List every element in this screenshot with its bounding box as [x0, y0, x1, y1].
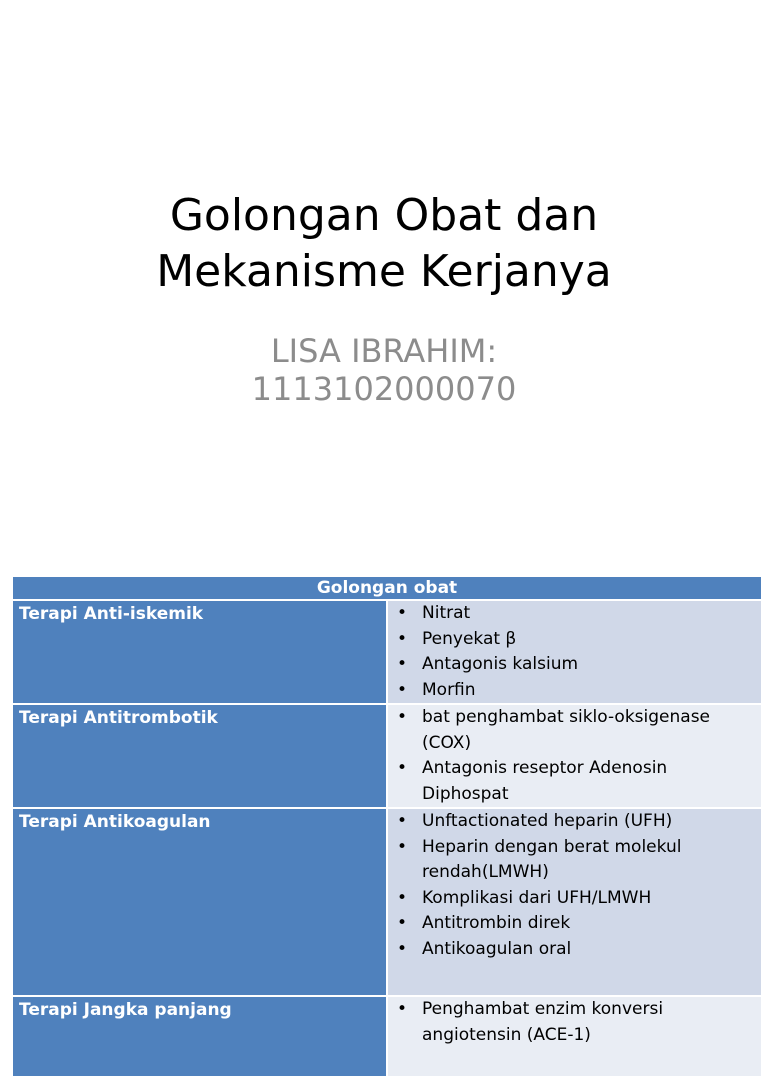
bullet-icon: •: [396, 707, 408, 727]
drug-class-table-container: [13, 577, 761, 1045]
bullet-icon: •: [396, 887, 408, 908]
list-item-text: Penghambat enzim konversi angiotensin (ACE-1): [422, 999, 664, 1045]
list-item-text: Antitrombin direk: [422, 913, 571, 933]
bullet-icon: •: [396, 603, 408, 623]
row-category: Terapi Antikoagulan: [13, 808, 387, 996]
list-item: [394, 756, 757, 807]
slide-title: [0, 188, 768, 300]
list-item-text: Antikoagulan oral: [422, 938, 572, 959]
list-item-text: Antagonis reseptor Adenosin Diphospat: [422, 758, 668, 804]
slide-subtitle-line-1: LISA IBRAHIM:: [270, 332, 498, 370]
bullet-icon: •: [396, 628, 408, 649]
list-item-text: Unftactionated heparin (UFH): [422, 811, 673, 831]
bullet-icon: •: [396, 758, 408, 778]
list-item: [394, 886, 757, 912]
slide-subtitle: [0, 332, 768, 408]
drug-class-table: [13, 577, 761, 1076]
bullet-icon: •: [396, 836, 408, 857]
list-item-text: bat penghambat siklo-oksigenase (COX): [422, 707, 711, 753]
list-item: [394, 937, 757, 963]
list-item-text: Heparin dengan berat molekul rendah(LMWH): [422, 836, 682, 882]
list-item: [394, 809, 757, 835]
row-items: [387, 600, 761, 704]
table-header-row: [13, 577, 761, 600]
bullet-list: [388, 809, 761, 962]
bullet-icon: •: [396, 654, 408, 674]
table-row: [13, 808, 761, 996]
bullet-list: [388, 705, 761, 807]
bullet-icon: •: [396, 679, 408, 700]
bullet-icon: •: [396, 913, 408, 933]
slide-title-line-1: Golongan Obat dan: [169, 190, 599, 241]
row-category: Terapi Jangka panjang: [13, 996, 387, 1076]
list-item: [394, 652, 757, 678]
list-item-text: Morfin: [422, 679, 476, 700]
row-items: [387, 808, 761, 996]
table-row: [13, 704, 761, 808]
row-category: Terapi Antitrombotik: [13, 704, 387, 808]
table-row: [13, 600, 761, 704]
row-category: Terapi Anti-iskemik: [13, 600, 387, 704]
list-item: [394, 705, 757, 756]
list-item: [394, 835, 757, 886]
row-items: [387, 996, 761, 1076]
slide-title-line-2: Mekanisme Kerjanya: [156, 246, 612, 297]
list-item: [394, 911, 757, 937]
table-row: [13, 996, 761, 1076]
bullet-icon: •: [396, 999, 408, 1019]
list-item-text: Antagonis kalsium: [422, 654, 579, 674]
list-item-text: Nitrat: [422, 603, 471, 623]
list-item: [394, 627, 757, 653]
bullet-list: [388, 997, 761, 1048]
list-item: [394, 997, 757, 1048]
bullet-icon: •: [396, 938, 408, 959]
list-item: [394, 601, 757, 627]
slide-subtitle-line-2: 1113102000070: [251, 370, 517, 408]
bullet-list: [388, 601, 761, 703]
list-item-text: Penyekat β: [422, 628, 517, 649]
row-items: [387, 704, 761, 808]
table-header: Golongan obat: [13, 577, 761, 600]
list-item: [394, 678, 757, 704]
bullet-icon: •: [396, 811, 408, 831]
list-item-text: Komplikasi dari UFH/LMWH: [422, 887, 652, 908]
